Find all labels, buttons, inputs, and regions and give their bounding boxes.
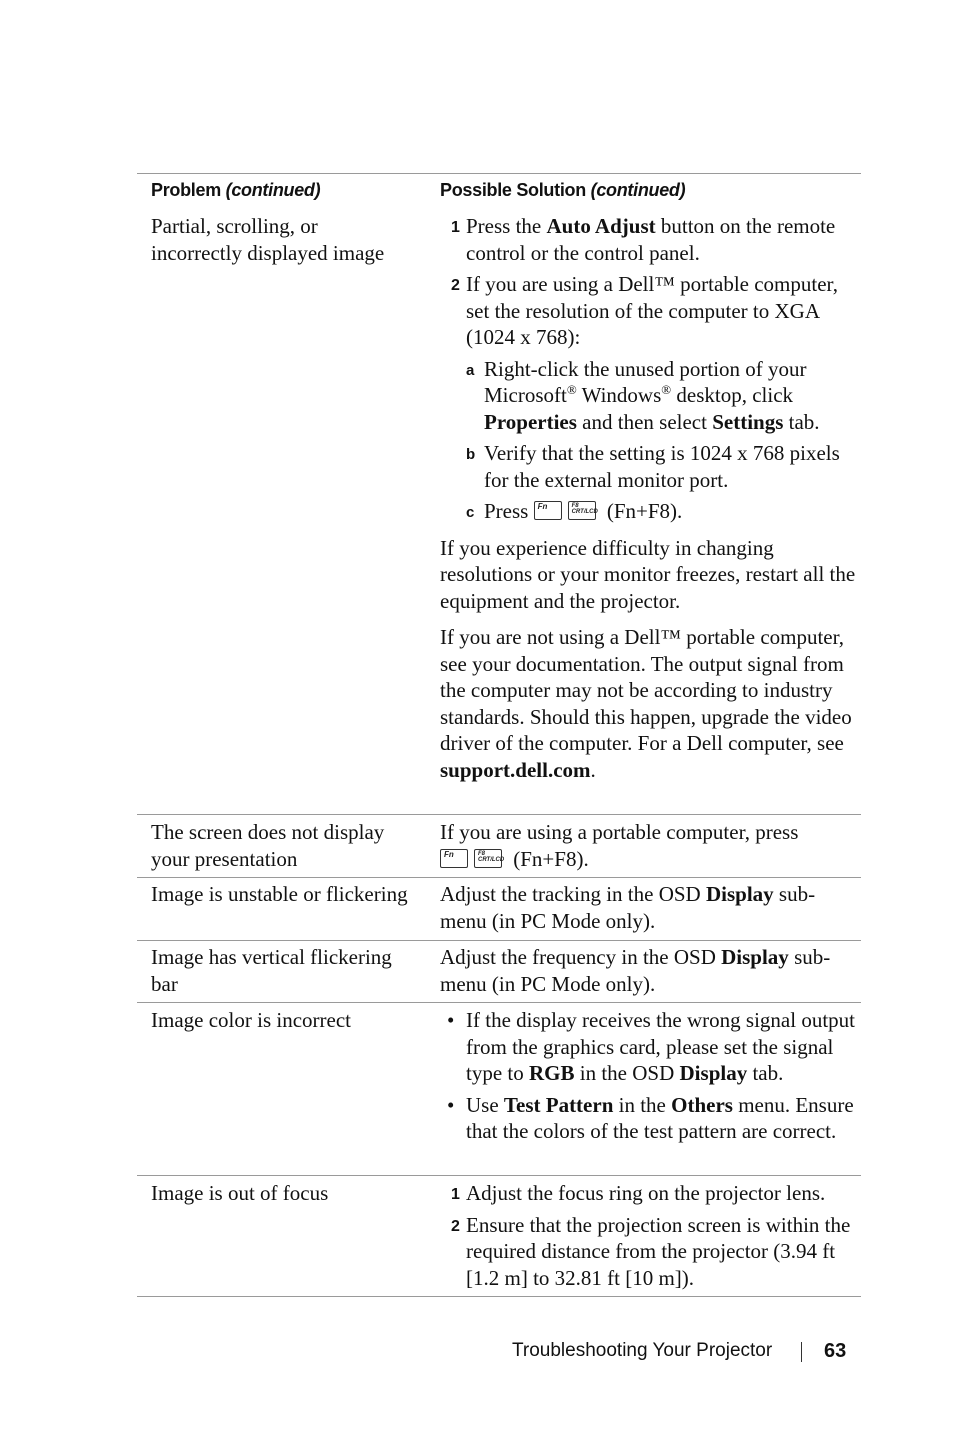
row-divider [137, 814, 861, 815]
list-item: 1 Adjust the focus ring on the projector lens. [440, 1180, 858, 1207]
paragraph: If you experience difficulty in changing resolutions or your monitor freezes, restart all the equipment and the projector. [440, 535, 856, 613]
footer-divider [801, 1342, 802, 1362]
problem-cell: Partial, scrolling, or incorrectly displayed image [151, 214, 385, 265]
solution-cell [440, 1007, 858, 1150]
table-bottom-rule [137, 1296, 861, 1297]
row-divider [137, 1175, 861, 1176]
step-letter: c [466, 504, 475, 521]
solution-cell: If you are using a portable computer, press Fn F8 CRT/LCD (Fn+F8). [440, 820, 799, 871]
problem-cell: Image has vertical flickering bar [151, 945, 392, 996]
row-divider [137, 940, 861, 941]
bullet-item: • Use Test Pattern in the Others menu. Ensure that the colors of the test pattern are correct. [447, 1092, 854, 1143]
header-solution: Possible Solution (continued) [440, 180, 686, 200]
f8-key-icon: F8 CRT/LCD [474, 849, 502, 868]
step-letter: a [466, 361, 475, 379]
list-item: 1 Press the Auto Adjust button on the remote control or the control panel. [451, 214, 836, 265]
support-link[interactable]: support.dell.com [440, 757, 591, 782]
list-item: b Verify that the setting is 1024 x 768 pixels for the external monitor port. [466, 441, 840, 492]
row-divider [137, 877, 861, 878]
problem-cell: Image is unstable or flickering [151, 882, 408, 906]
problem-cell: Image color is incorrect [151, 1008, 351, 1032]
footer-title: Troubleshooting Your Projector [512, 1340, 773, 1361]
fn-key-icon: Fn [534, 501, 562, 520]
step-number: 2 [451, 277, 460, 294]
step-letter: b [466, 446, 476, 463]
solution-cell [440, 1180, 858, 1296]
page-number: 63 [824, 1340, 847, 1362]
solution-cell: Adjust the tracking in the OSD Display sub-menu (in PC Mode only). [440, 882, 816, 933]
list-item: c Press Fn F8 CRT/LCD (Fn+F8). [440, 498, 858, 525]
f8-key-icon: F8 CRT/LCD [568, 501, 596, 520]
list-item: 2 Ensure that the projection screen is within the required distance from the projector (3.94 ft [1.2 m] to 32.81 ft [10 m]). [451, 1212, 851, 1290]
header-problem: Problem (continued) [151, 180, 321, 200]
bullet-item: • If the display receives the wrong signal output from the graphics card, please set the signal type to RGB in the OSD Display tab. [447, 1008, 855, 1085]
row-divider [137, 1002, 861, 1003]
solution-cell: Adjust the frequency in the OSD Display sub-menu (in PC Mode only). [440, 945, 831, 996]
problem-cell: Image is out of focus [151, 1181, 329, 1205]
list-item: 2 If you are using a Dell™ portable computer, set the resolution of the computer to XGA (1024 x 768): [451, 272, 838, 349]
step-number: 2 [451, 1217, 460, 1235]
step-number: 1 [451, 1186, 460, 1203]
step-number: 1 [451, 219, 460, 236]
bullet-icon: • [447, 1008, 455, 1032]
solution-cell [440, 213, 858, 793]
paragraph: If you are not using a Dell™ portable computer, see your documentation. The output signal from the computer may not be according to industry standards. Should this happen, upgrade the video driver of the computer. For a Dell computer, see support.dell.com. [440, 625, 852, 782]
bullet-icon: • [447, 1092, 455, 1117]
problem-cell: The screen does not display your presentation [151, 820, 385, 871]
fn-key-icon: Fn [440, 849, 468, 868]
table-top-rule [137, 173, 861, 174]
list-item: a Right-click the unused portion of your Microsoft® Windows® desktop, click Properties and then select Settings tab. [466, 356, 820, 434]
